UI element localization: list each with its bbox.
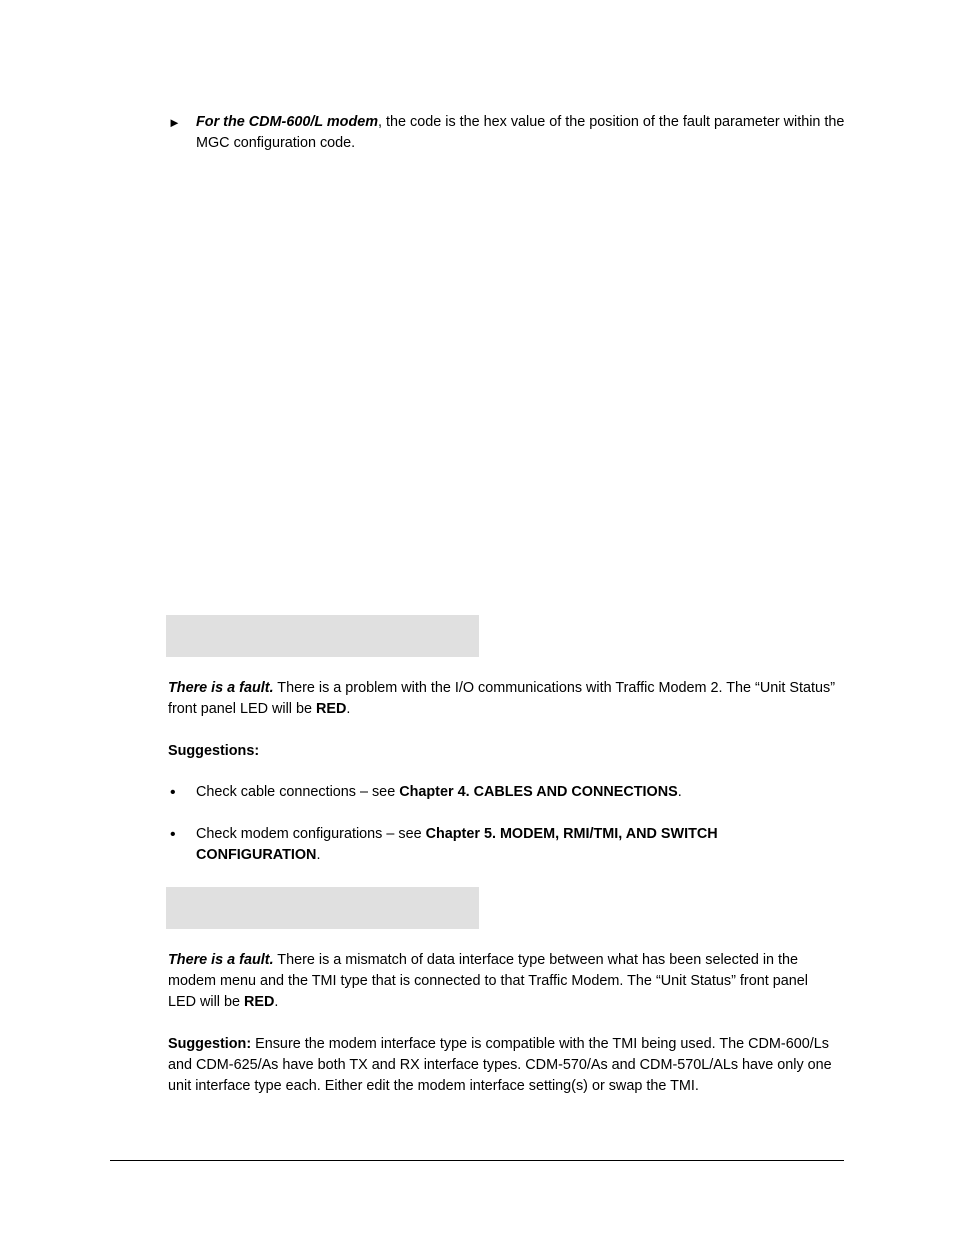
- chapter-reference: Chapter 5. MODEM, RMI/TMI, AND SWITCH CONFIGURATION: [196, 826, 718, 863]
- suggestion-bullet-text: [196, 782, 848, 803]
- suggestion-bullet: [168, 824, 848, 866]
- section1-fault-red: RED: [315, 701, 347, 717]
- section1-fault-text: There is a problem with the I/O communications with Traffic Modem 2. The “Unit Status” front panel LED will be: [168, 680, 836, 717]
- suggestion-text: Ensure the modem interface type is compatible with the TMI being used. The CDM-600/Ls and CDM-625/As have both TX and RX interface types. CDM-570/As and CDM-570L/ALs have only one unit interface type each. Either edit the modem interface setting(s) or swap the TMI.: [168, 1036, 832, 1094]
- suggestions-label: Suggestions:: [168, 743, 260, 759]
- intro-bullet-lead: For the CDM-600/L modem: [196, 114, 379, 130]
- section2-fault-red: RED: [243, 994, 275, 1010]
- section2-suggestion-paragraph: [168, 1034, 836, 1097]
- intro-bullet-body: , the code is the hex value of the position of the fault parameter within the MGC configuration code.: [196, 114, 845, 151]
- bullet-text: Check cable connections – see: [196, 784, 400, 800]
- suggestion-label: Suggestion:: [168, 1036, 252, 1052]
- suggestion-bullet-text: [196, 824, 776, 866]
- section2-fault-end: .: [274, 994, 279, 1010]
- footer-divider: [110, 1160, 844, 1161]
- section2-fault-lead: There is a fault.: [168, 952, 274, 968]
- arrow-bullet-icon: ►: [168, 115, 181, 130]
- section2-heading-box: [166, 887, 479, 929]
- dot-bullet-icon: •: [170, 784, 176, 801]
- section1-fault-lead: There is a fault.: [168, 680, 274, 696]
- bullet-text: Check modem configurations – see: [196, 826, 426, 842]
- section1-heading-box: [166, 615, 479, 657]
- section2-fault-paragraph: [168, 950, 836, 1013]
- bullet-end: .: [316, 847, 321, 863]
- section2-fault-text: There is a mismatch of data interface type between what has been selected in the modem menu and the TMI type that is connected to that Traffic Modem. The “Unit Status” front panel LED will be: [168, 952, 808, 1010]
- intro-bullet-text: [196, 112, 848, 154]
- section1-fault-end: .: [346, 701, 351, 717]
- bullet-end: .: [677, 784, 682, 800]
- chapter-reference: Chapter 4. CABLES AND CONNECTIONS: [399, 784, 678, 800]
- intro-bullet: [168, 112, 848, 154]
- suggestion-bullet: [168, 782, 848, 803]
- dot-bullet-icon: •: [170, 826, 176, 843]
- section1-fault-paragraph: [168, 678, 836, 720]
